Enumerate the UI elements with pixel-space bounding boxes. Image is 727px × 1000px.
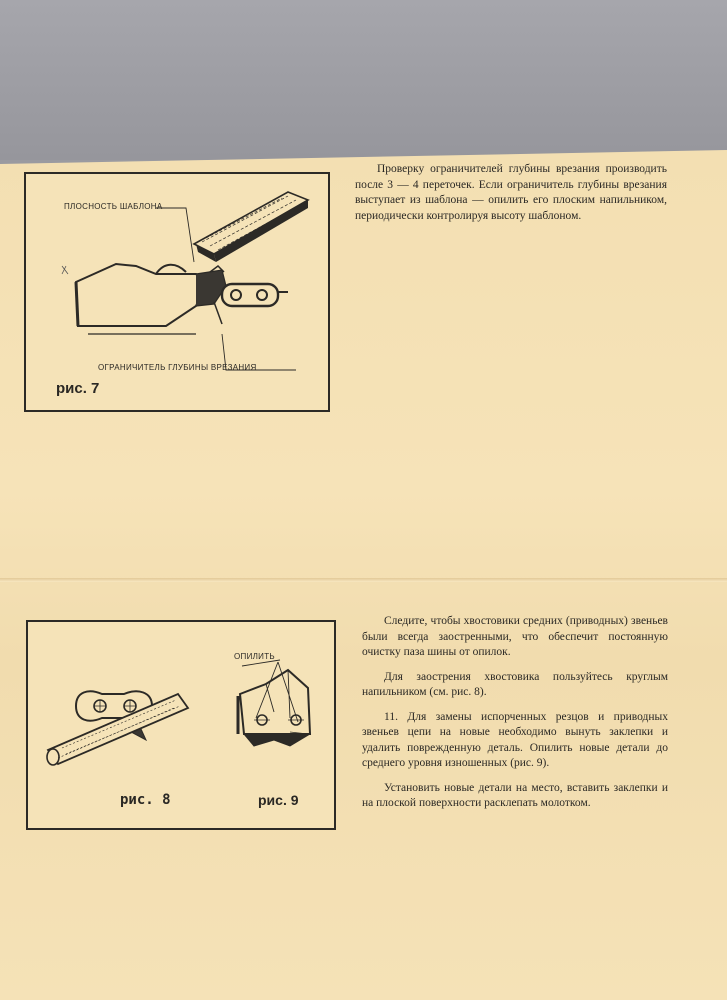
label-depth-limiter: ОГРАНИЧИТЕЛЬ ГЛУБИНЫ ВРЕЗАНИЯ xyxy=(98,363,257,372)
drive-link-round-file-illustration xyxy=(47,691,188,765)
flat-file-illustration xyxy=(194,192,308,262)
paragraph-replacement: 11. Для замены испорченных резцов и приводных звеньев цепи на новые необходимо вынуть заклепки и удалить поврежденную деталь. Опилить новые детали до среднего уровня изношенных (рис. 9). xyxy=(362,710,668,769)
figure-7 xyxy=(24,172,330,412)
text-block-top xyxy=(355,162,667,233)
label-file-down: ОПИЛИТЬ xyxy=(234,652,275,661)
figure-9-caption: рис. 9 xyxy=(258,792,299,808)
page-fold xyxy=(0,578,727,582)
figure-8-caption: рис. 8 xyxy=(120,792,171,808)
chain-bar-illustration xyxy=(76,264,226,334)
text-block-bottom xyxy=(362,614,668,821)
chain-links-illustration xyxy=(214,284,288,324)
paragraph-rivets: Установить новые детали на место, вставить заклепки и на плоской поверхности расклепать молотком. xyxy=(362,781,668,809)
paragraph-drive-links: Следите, чтобы хвостовики средних (приводных) звеньев были всегда заостренными, что обеспечит постоянную очистку паза шины от опилок. xyxy=(362,615,668,658)
paragraph-round-file: Для заострения хвостовика пользуйтесь круглым напильником (см. рис. 8). xyxy=(362,670,668,698)
paragraph-depth-check: Проверку ограничителей глубины врезания производить после 3 — 4 переточек. Если ограничитель глубины врезания выступает из шаблона — опилить его плоским напильником, периодически контролируя высоту шаблоном. xyxy=(355,163,667,222)
figure-7-caption: рис. 7 xyxy=(56,380,100,397)
scanner-background xyxy=(0,0,727,160)
cutter-link-illustration xyxy=(238,660,310,746)
label-template-plane: ПЛОСНОСТЬ ШАБЛОНА xyxy=(64,202,163,211)
figure-8-9 xyxy=(26,620,336,830)
